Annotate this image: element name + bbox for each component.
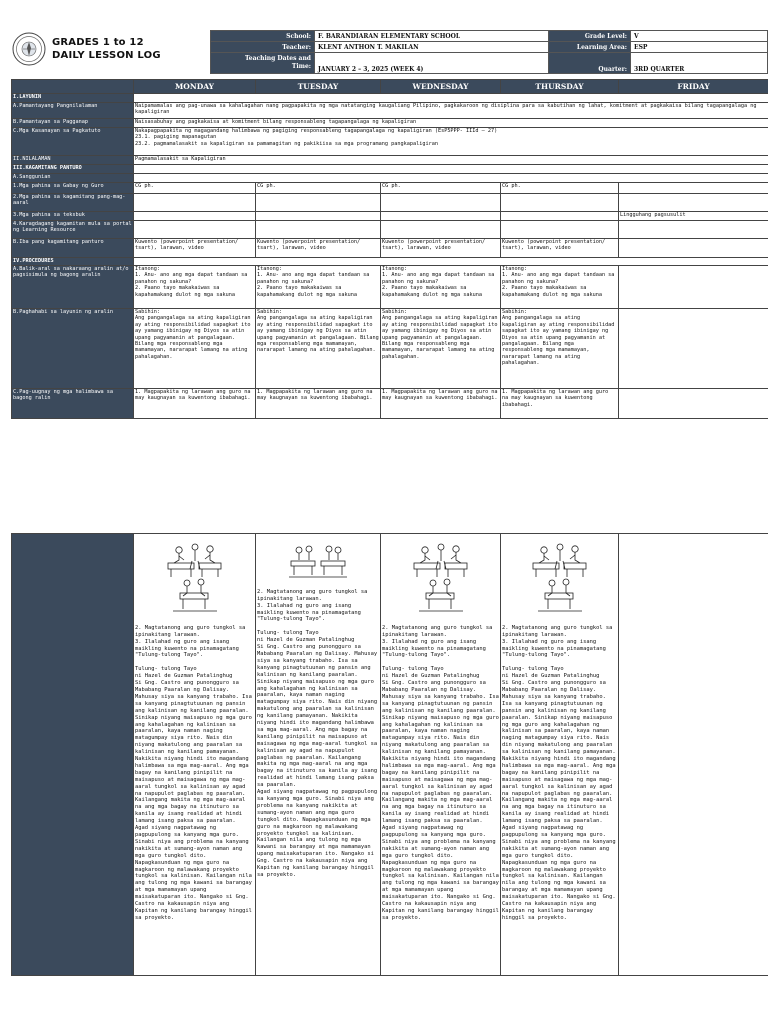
section-layunin-blank	[134, 94, 768, 103]
pag-uugnay-monday: 1. Magpapakita ng larawan ang guro na may kaugnayan sa kuwentong ibabahagi.	[134, 389, 256, 419]
row-label-gabay: 1.Mga pahina sa Gabay ng Guro	[12, 183, 134, 194]
teaching-dates-value: JANUARY 2 – 3, 2025 (WEEK 4)	[315, 53, 549, 74]
nilalaman-text: Pagmamalasakit sa Kapaligiran	[134, 156, 768, 165]
gabay-monday: CG ph.	[134, 183, 256, 194]
teksbuk-friday: Lingguhang pagsusulit	[619, 212, 768, 221]
gabay-friday	[619, 183, 768, 194]
title-line-2: DAILY LESSON LOG	[52, 50, 161, 61]
day-header-monday: MONDAY	[134, 80, 256, 94]
school-value: F. BARANDIARAN ELEMENTARY SCHOOL	[315, 31, 549, 42]
story-body-thursday: Tulung- tulong Tayo ni Hazel de Guzman Patalinghug Si Gng. Castro ang punongguro sa Mababang Paaralan ng Dalisay. Mahusay siya sa kanyang trabaho. Isa sa kanyang pinagtutuunan ng pansin ang kalinisan ng kanilang paaralan. Sinikap niyang maisapuso ng mga guro ang kahalagahan ng kalinisan sa paaralan, kaya naman naging matagumpay siya rito. Nais din niyang makatulong ang paaralan sa kalinisan ng kanilang pamayanan. Nakikita niyang hindi ito magandang halimbawa sa mga mag-aaral. Ang mga bagay na kanilang pinipilit na maisapuso at maisagawa ng mga mag-aaral tungkol sa kalinisan ay agad na napupulot paglabas ng paaralan. Kailangang makita ng mga mag-aaral na ang mga bagay na itinuturo sa kanila ay isang realidad at hindi lamang isang paksa sa paaralan. Agad siyang nagpatawag ng pagpupulong sa kanyang mga guro. Sinabi niya ang problema na kanyang nakikita at sumang-ayon naman ang mga guro tungkol dito. Napagkasunduan ng mga guro na magkaroon ng malawakang proyekto tungkol sa kalinisan. Kailangan nila ang tulong ng mga kawani sa barangay at mga mamamayan upang maisakatuparan ito. Nangako si Gng. Castro na kakausapin niya ang Kapitan ng kanilang barangay hinggil sa proyekto.	[502, 666, 616, 921]
learning-area-value: ESP	[631, 42, 768, 53]
gabay-wednesday: CG ph.	[381, 183, 501, 194]
row-label-paghahabi: B.Paghahabi sa layunin ng aralin	[12, 309, 134, 389]
row-label-pagkatuto: C.Mga Kasanayan sa Pagkatuto	[12, 128, 134, 156]
row-label-pangnilalaman: A.Pamantayang Pangnilalaman	[12, 103, 134, 119]
day-header-friday: FRIDAY	[619, 80, 768, 94]
paghahabi-friday	[619, 309, 768, 389]
balik-thursday: Itanong: 1. Anu- ano ang mga dapat tandaan sa panahon ng sakuna? 2. Paano tayo makakaiwas sa kapahamakang dulot ng mga sakuna	[501, 266, 619, 309]
classroom-illustration-icon	[411, 541, 471, 617]
story-body-tuesday: Tulung- tulong Tayo ni Hazel de Guzman Patalinghug Si Gng. Castro ang punongguro sa Mababang Paaralan ng Dalisay. Mahusay siya sa kanyang trabaho. Isa sa kanyang pinagtutuunan ng pansin ang kalinisan ng kanilang paaralan. Sinikap niyang maisapuso ng mga guro ang kahalagahan ng kalinisan sa paaralan, kaya naman naging matagumpay siya rito. Nais din niyang makatulong ang paaralan sa kalinisan ng kanilang pamayanan. Nakikita niyang hindi ito magandang halimbawa sa mga mag-aaral. Ang mga bagay na kanilang pinipilit na maisapuso at maisagawa ng mga mag-aaral tungkol sa kalinisan ay agad na napupulot paglabas ng paaralan. Kailangang makita ng mga mag-aaral na ang mga bagay na itinuturo sa kanila ay isang realidad at hindi lamang isang paksa sa paaralan. Agad siyang nagpatawag ng pagpupulong sa kanyang mga guro. Sinabi niya ang problema na kanyang nakikita at sumang-ayon naman ang mga guro tungkol dito. Napagkasunduan ng mga guro na magkaroon ng malawakang proyekto tungkol sa kalinisan. Kailangan nila ang tulong ng mga kawani sa barangay at mga mamamayan upang maisakatuparan ito. Nangako si Gng. Castro na kakausapin niya ang Kapitan ng kanilang barangay hinggil sa proyekto.	[257, 630, 378, 878]
info-grid	[210, 30, 767, 72]
section-procedures: IV.PROCEDURES	[12, 258, 134, 266]
story-intro-wednesday: 2. Magtatanong ang guro tungkol sa ipinakitang larawan. 3. Ilalahad ng guro ang isang maikling kuwento na pinamagatang "Tulung-tulong Tayo".	[382, 624, 493, 659]
row-label-nilalaman: II.NILALAMAN	[12, 156, 134, 165]
kagamitang-friday	[619, 194, 768, 212]
teacher-value: KLENT ANTHON T. MAKILAN	[315, 42, 549, 53]
story-intro-thursday: 2. Magtatanong ang guro tungkol sa ipinakitang larawan. 3. Ilalahad ng guro ang isang maikling kuwento na pinamagatang "Tulung-tulong Tayo".	[502, 624, 613, 659]
pag-uugnay-friday	[619, 389, 768, 419]
section-kagamitan-blank	[134, 165, 768, 174]
iba-thursday: Kuwento (powerpoint presentation/ tsart), larawan, video	[501, 239, 619, 258]
paghahabi-tuesday: Sabihin: Ang pangangalaga sa ating kapaligiran ay ating responsibilidad sapagkat ito ay yamang ibinigay ng Diyos sa atin upang pagyamanin at pangalagaan. Bilang mga responsableng mga mamamayan, nararapat lamang na ating pahalagahan.	[256, 309, 381, 389]
pagkatuto-text: Nakapagpapakita ng magagandang halimbawa ng pagiging responsableng tagapangalaga ng kapaligiran (EsP5PPP- IIId – 27) 23.1. pagiging mapanagutan 23.2. pagmamalasakit sa kapaligiran sa pamamagitan ng pakikiisa sa mga programang pangkapaligiran	[134, 128, 768, 156]
teaching-dates-label-line2: Time:	[291, 63, 311, 70]
story-intro-monday: 2. Magtatanong ang guro tungkol sa ipinakitang larawan. 3. Ilalahad ng guro ang isang maikling kuwento na pinamagatang "Tulung-tulong Tayo".	[135, 624, 246, 659]
iba-tuesday: Kuwento (powerpoint presentation/ tsart), larawan, video	[256, 239, 381, 258]
pag-uugnay-wednesday: 1. Magpapakita ng larawan ang guro na may kaugnayan sa kuwentong ibabahagi.	[381, 389, 501, 419]
learning-area-label: Learning Area:	[549, 42, 631, 53]
lesson-log-header	[12, 30, 768, 72]
story-tuesday	[256, 534, 381, 976]
gabay-tuesday: CG ph.	[256, 183, 381, 194]
day-header-thursday: THURSDAY	[501, 80, 619, 94]
row-label-pag-uugnay: C.Pag-uugnay ng mga halimbawa sa bagong ralin	[12, 389, 134, 419]
classroom-illustration-icon	[530, 541, 590, 617]
row-label-balik-aral: A.Balik-aral sa nakaraang aralin at/o pagsisimula ng bagong aralin	[12, 266, 134, 309]
row-label-pagganap: B.Pamantayan sa Pagganap	[12, 119, 134, 128]
daily-lesson-table	[11, 79, 768, 419]
continued-label-cell	[12, 534, 134, 976]
teaching-dates-label-line1: Teaching Dates and	[244, 55, 311, 62]
story-thursday	[501, 534, 619, 976]
row-label-teksbuk: 3.Mga pahina sa teksbuk	[12, 212, 134, 221]
kagamitang-tuesday	[256, 194, 381, 212]
corner-cell	[12, 80, 134, 94]
pag-uugnay-tuesday: 1. Magpapakita ng larawan ang guro na may kaugnayan sa kuwentong ibabahagi.	[256, 389, 381, 419]
balik-wednesday: Itanong: 1. Anu- ano ang mga dapat tandaan sa panahon ng sakuna? 2. Paano tayo makakaiwas sa kapahamakang dulot ng mga sakuna	[381, 266, 501, 309]
story-wednesday	[381, 534, 501, 976]
kagamitang-wednesday	[381, 194, 501, 212]
grade-level-value: V	[631, 31, 768, 42]
deped-seal-icon	[12, 32, 46, 66]
iba-wednesday: Kuwento (powerpoint presentation/ tsart), larawan, video	[381, 239, 501, 258]
teksbuk-tuesday	[256, 212, 381, 221]
row-label-sanggunian: A.Sanggunian	[12, 174, 134, 183]
day-header-wednesday: WEDNESDAY	[381, 80, 501, 94]
paghahabi-thursday: Sabihin: Ang pangangalaga sa ating kapaligiran ay ating responsibilidad sapagkat ito ay yamang ibinigay ng Diyos sa atin upang pagyamanin at pangalagaan. Bilang mga responsableng mga mamamayan, nararapat lamang na ating pahalagahan.	[501, 309, 619, 389]
row-label-kagamitang-pang-mag-aaral: 2.Mga pahina sa kagamitang pang-mag-aaral	[12, 194, 134, 212]
teksbuk-thursday	[501, 212, 619, 221]
balik-monday: Itanong: 1. Anu- ano ang mga dapat tandaan sa panahon ng sakuna? 2. Paano tayo makakaiwas sa kapahamakang dulot ng mga sakuna	[134, 266, 256, 309]
karagdagang-monday	[134, 221, 256, 239]
pangnilalaman-text: Naipamamalas ang pag-unawa sa kahalagahan nang pagpapakita ng mga natatanging kaugaliang Pilipino, pagkakaroon ng disiplina para sa kabutihan ng lahat, komitment at pagkakaisa bilang tagapangalaga ng kapaligiran	[134, 103, 768, 119]
row-label-karagdagang: 4.Karagdagang kagamitan mula sa portal ng Learning Resource	[12, 221, 134, 239]
quarter-label: Quarter:	[549, 53, 631, 74]
day-header-tuesday: TUESDAY	[256, 80, 381, 94]
teksbuk-wednesday	[381, 212, 501, 221]
teacher-label: Teacher:	[211, 42, 315, 53]
classroom-illustration-icon	[287, 541, 349, 581]
school-label: School:	[211, 31, 315, 42]
title-line-1: GRADES 1 to 12	[52, 37, 144, 48]
teaching-dates-label	[211, 53, 315, 74]
karagdagang-tuesday	[256, 221, 381, 239]
karagdagang-friday	[619, 221, 768, 239]
karagdagang-thursday	[501, 221, 619, 239]
continued-lesson-table	[11, 533, 768, 976]
section-procedures-blank	[134, 258, 768, 266]
story-body-wednesday: Tulung- tulong Tayo ni Hazel de Guzman Patalinghug Si Gng. Castro ang punongguro sa Mababang Paaralan ng Dalisay. Mahusay siya sa kanyang trabaho. Isa sa kanyang pinagtutuunan ng pansin ang kalinisan ng kanilang paaralan. Sinikap niyang maisapuso ng mga guro ang kahalagahan ng kalinisan sa paaralan, kaya naman naging matagumpay siya rito. Nais din niyang makatulong ang paaralan sa kalinisan ng kanilang pamayanan. Nakikita niyang hindi ito magandang halimbawa sa mga mag-aaral. Ang mga bagay na kanilang pinipilit na maisapuso at maisagawa ng mga mag-aaral tungkol sa kalinisan ay agad na napupulot paglabas ng paaralan. Kailangang makita ng mga mag-aaral na ang mga bagay na itinuturo sa kanila ay isang realidad at hindi lamang isang paksa sa paaralan. Agad siyang nagpatawag ng pagpupulong sa kanyang mga guro. Sinabi niya ang problema na kanyang nakikita at sumang-ayon naman ang mga guro tungkol dito. Napagkasunduan ng mga guro na magkaroon ng malawakang proyekto tungkol sa kalinisan. Kailangan nila ang tulong ng mga kawani sa barangay at mga mamamayan upang maisakatuparan ito. Nangako si Gng. Castro na kakausapin niya ang Kapitan ng kanilang barangay hinggil sa proyekto.	[382, 666, 499, 921]
balik-friday	[619, 266, 768, 309]
gabay-thursday: CG ph.	[501, 183, 619, 194]
story-intro-tuesday: 2. Magtatanong ang guro tungkol sa ipinakitang larawan. 3. Ilalahad ng guro ang isang maikling kuwento na pinamagatang "Tulung-tulong Tayo".	[257, 588, 368, 623]
section-layunin: I.LAYUNIN	[12, 94, 134, 103]
kagamitang-monday	[134, 194, 256, 212]
pag-uugnay-thursday: 1. Magpapakita ng larawan ang guro na may kaugnayan sa kuwentong ibabahagi.	[501, 389, 619, 419]
document-title	[52, 36, 161, 62]
pagganap-text: Naisasabuhay ang pagkakaisa at komitment bilang responsableng tagapangalaga ng kapaligiran	[134, 119, 768, 128]
teksbuk-monday	[134, 212, 256, 221]
grade-level-label: Grade Level:	[549, 31, 631, 42]
story-monday	[134, 534, 256, 976]
quarter-value: 3RD QUARTER	[631, 53, 768, 74]
story-friday	[619, 534, 768, 976]
kagamitang-thursday	[501, 194, 619, 212]
karagdagang-wednesday	[381, 221, 501, 239]
paghahabi-wednesday: Sabihin: Ang pangangalaga sa ating kapaligiran ay ating responsibilidad sapagkat ito ay yamang ibinigay ng Diyos sa atin upang pagyamanin at pangalagaan. Bilang mga responsableng mga mamamayan, nararapat lamang na ating pahalagahan.	[381, 309, 501, 389]
iba-monday: Kuwento (powerpoint presentation/ tsart), larawan, video	[134, 239, 256, 258]
iba-friday	[619, 239, 768, 258]
section-kagamitan: III.KAGAMITANG PANTURO	[12, 165, 134, 174]
paghahabi-monday: Sabihin: Ang pangangalaga sa ating kapaligiran ay ating responsibilidad sapagkat ito ay yamang ibinigay ng Diyos sa atin upang pagyamanin at pangalagaan. Bilang mga responsableng mga mamamayan, nararapat lamang na ating pahalagahan.	[134, 309, 256, 389]
balik-tuesday: Itanong: 1. Anu- ano ang mga dapat tandaan sa panahon ng sakuna? 2. Paano tayo makakaiwas sa kapahamakang dulot ng mga sakuna	[256, 266, 381, 309]
story-body-monday: Tulung- tulong Tayo ni Hazel de Guzman Patalinghug Si Gng. Castro ang punongguro sa Mababang Paaralan ng Dalisay. Mahusay siya sa kanyang trabaho. Isa sa kanyang pinagtutuunan ng pansin ang kalinisan ng kanilang paaralan. Sinikap niyang maisapuso ng mga guro ang kahalagahan ng kalinisan sa paaralan, kaya naman naging matagumpay siya rito. Nais din niyang makatulong ang paaralan sa kalinisan ng kanilang pamayanan. Nakikita niyang hindi ito magandang halimbawa sa mga mag-aaral. Ang mga bagay na kanilang pinipilit na maisapuso at maisagawa ng mga mag-aaral tungkol sa kalinisan ay agad na napupulot paglabas ng paaralan. Kailangang makita ng mga mag-aaral na ang mga bagay na itinuturo sa kanila ay isang realidad at hindi lamang isang paksa sa paaralan. Agad siyang nagpatawag ng pagpupulong sa kanyang mga guro. Sinabi niya ang problema na kanyang nakikita at sumang-ayon naman ang mga guro tungkol dito. Napagkasunduan ng mga guro na magkaroon ng malawakang proyekto tungkol sa kalinisan. Kailangan nila ang tulong ng mga kawani sa barangay at mga mamamayan upang maisakatuparan ito. Nangako si Gng. Castro na kakausapin niya ang Kapitan ng kanilang barangay hinggil sa proyekto.	[135, 666, 252, 921]
sanggunian-blank	[134, 174, 768, 183]
classroom-illustration-icon	[165, 541, 225, 617]
row-label-iba-pang-kagamitan: B.Iba pang kagamitang panturo	[12, 239, 134, 258]
